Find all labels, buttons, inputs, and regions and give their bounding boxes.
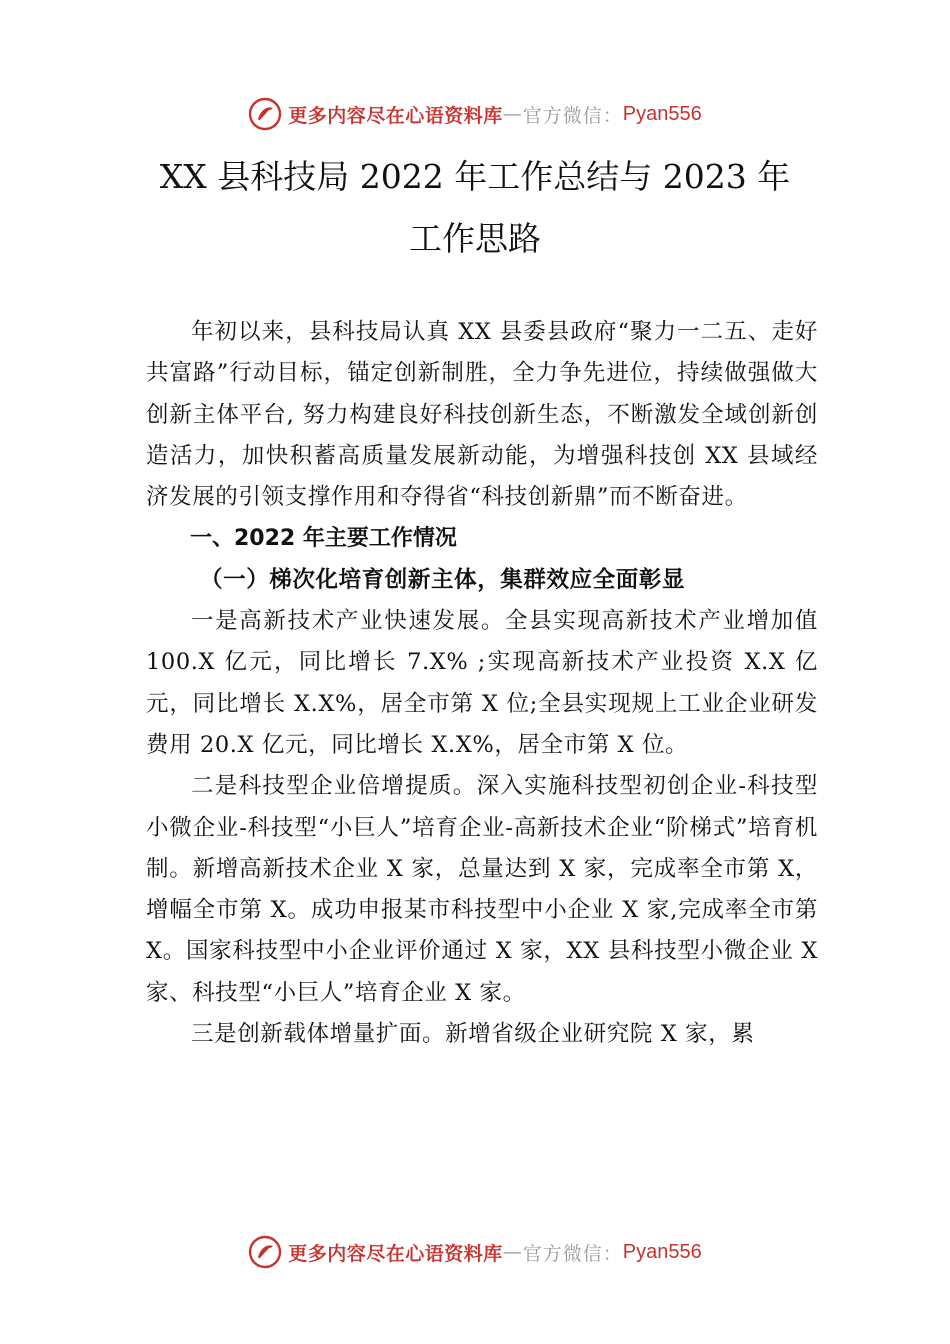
watermark-text: 更多内容尽在心语资料库 <box>288 104 503 127</box>
watermark-text: 更多内容尽在心语资料库 <box>288 1242 503 1265</box>
paragraph-innovation-carriers: 三是创新载体增量扩面。新增省级企业研究院 X 家，累 <box>191 1021 755 1048</box>
document-title-line2: 工作思路 <box>409 219 541 258</box>
logo-icon <box>248 97 282 131</box>
intro-paragraph: 年初以来，县科技局认真 XX 县委县政府“聚力一二五、走好共富路”行动目标，锚定创新制胜，全力争先进位，持续做强做大创新主体平台, 努力构建良好科技创新生态，不断激发全域创新创造活力，加快积蓄高质量发展新动能，为增强科技创 XX 县域经济发展的引领支撑作用和夺得省“科技创新鼎”而不断奋进。 <box>146 319 818 511</box>
watermark-wechat-id: Pyan556 <box>622 1240 702 1263</box>
watermark-dash: — <box>502 1241 523 1263</box>
document-title-line1: XX 县科技局 2022 年工作总结与 2023 年 <box>159 157 791 196</box>
section-heading: 一、2022 年主要工作情况 <box>190 526 457 552</box>
paragraph-high-tech: 一是高新技术产业快速发展。全县实现高新技术产业增加值 100.X 亿元，同比增长 7.X% ;实现高新技术产业投资 X.X 亿元，同比增长 X.X%，居全市第 X 位;全县实现规上工业企业研发费用 20.X 亿元，同比增长 X.X%，居全市第 X 位。 <box>146 608 818 758</box>
watermark-wechat-id: Pyan556 <box>622 102 702 125</box>
watermark-wechat-label: 官方微信： <box>522 1242 623 1265</box>
watermark-wechat-label: 官方微信： <box>522 104 623 127</box>
paragraph-tech-enterprises: 二是科技型企业倍增提质。深入实施科技型初创企业-科技型小微企业-科技型“小巨人”培育企业-高新技术企业“阶梯式”培育机制。新增高新技术企业 X 家，总量达到 X 家，完成率全市第 X，增幅全市第 X。成功申报某市科技型中小企业 X 家,完成率全市第 X。国家科技型中小企业评价通过 X 家，XX 县科技型小微企业 X 家、科技型“小巨人”培育企业 X 家。 <box>146 773 818 1006</box>
watermark-banner-bottom <box>0 1232 950 1272</box>
document-body <box>146 312 818 1055</box>
watermark-banner-top <box>0 94 950 134</box>
logo-icon <box>248 1235 282 1269</box>
watermark-dash: — <box>502 103 523 125</box>
subsection-heading: （一）梯次化培育创新主体，集群效应全面彰显 <box>200 566 686 593</box>
